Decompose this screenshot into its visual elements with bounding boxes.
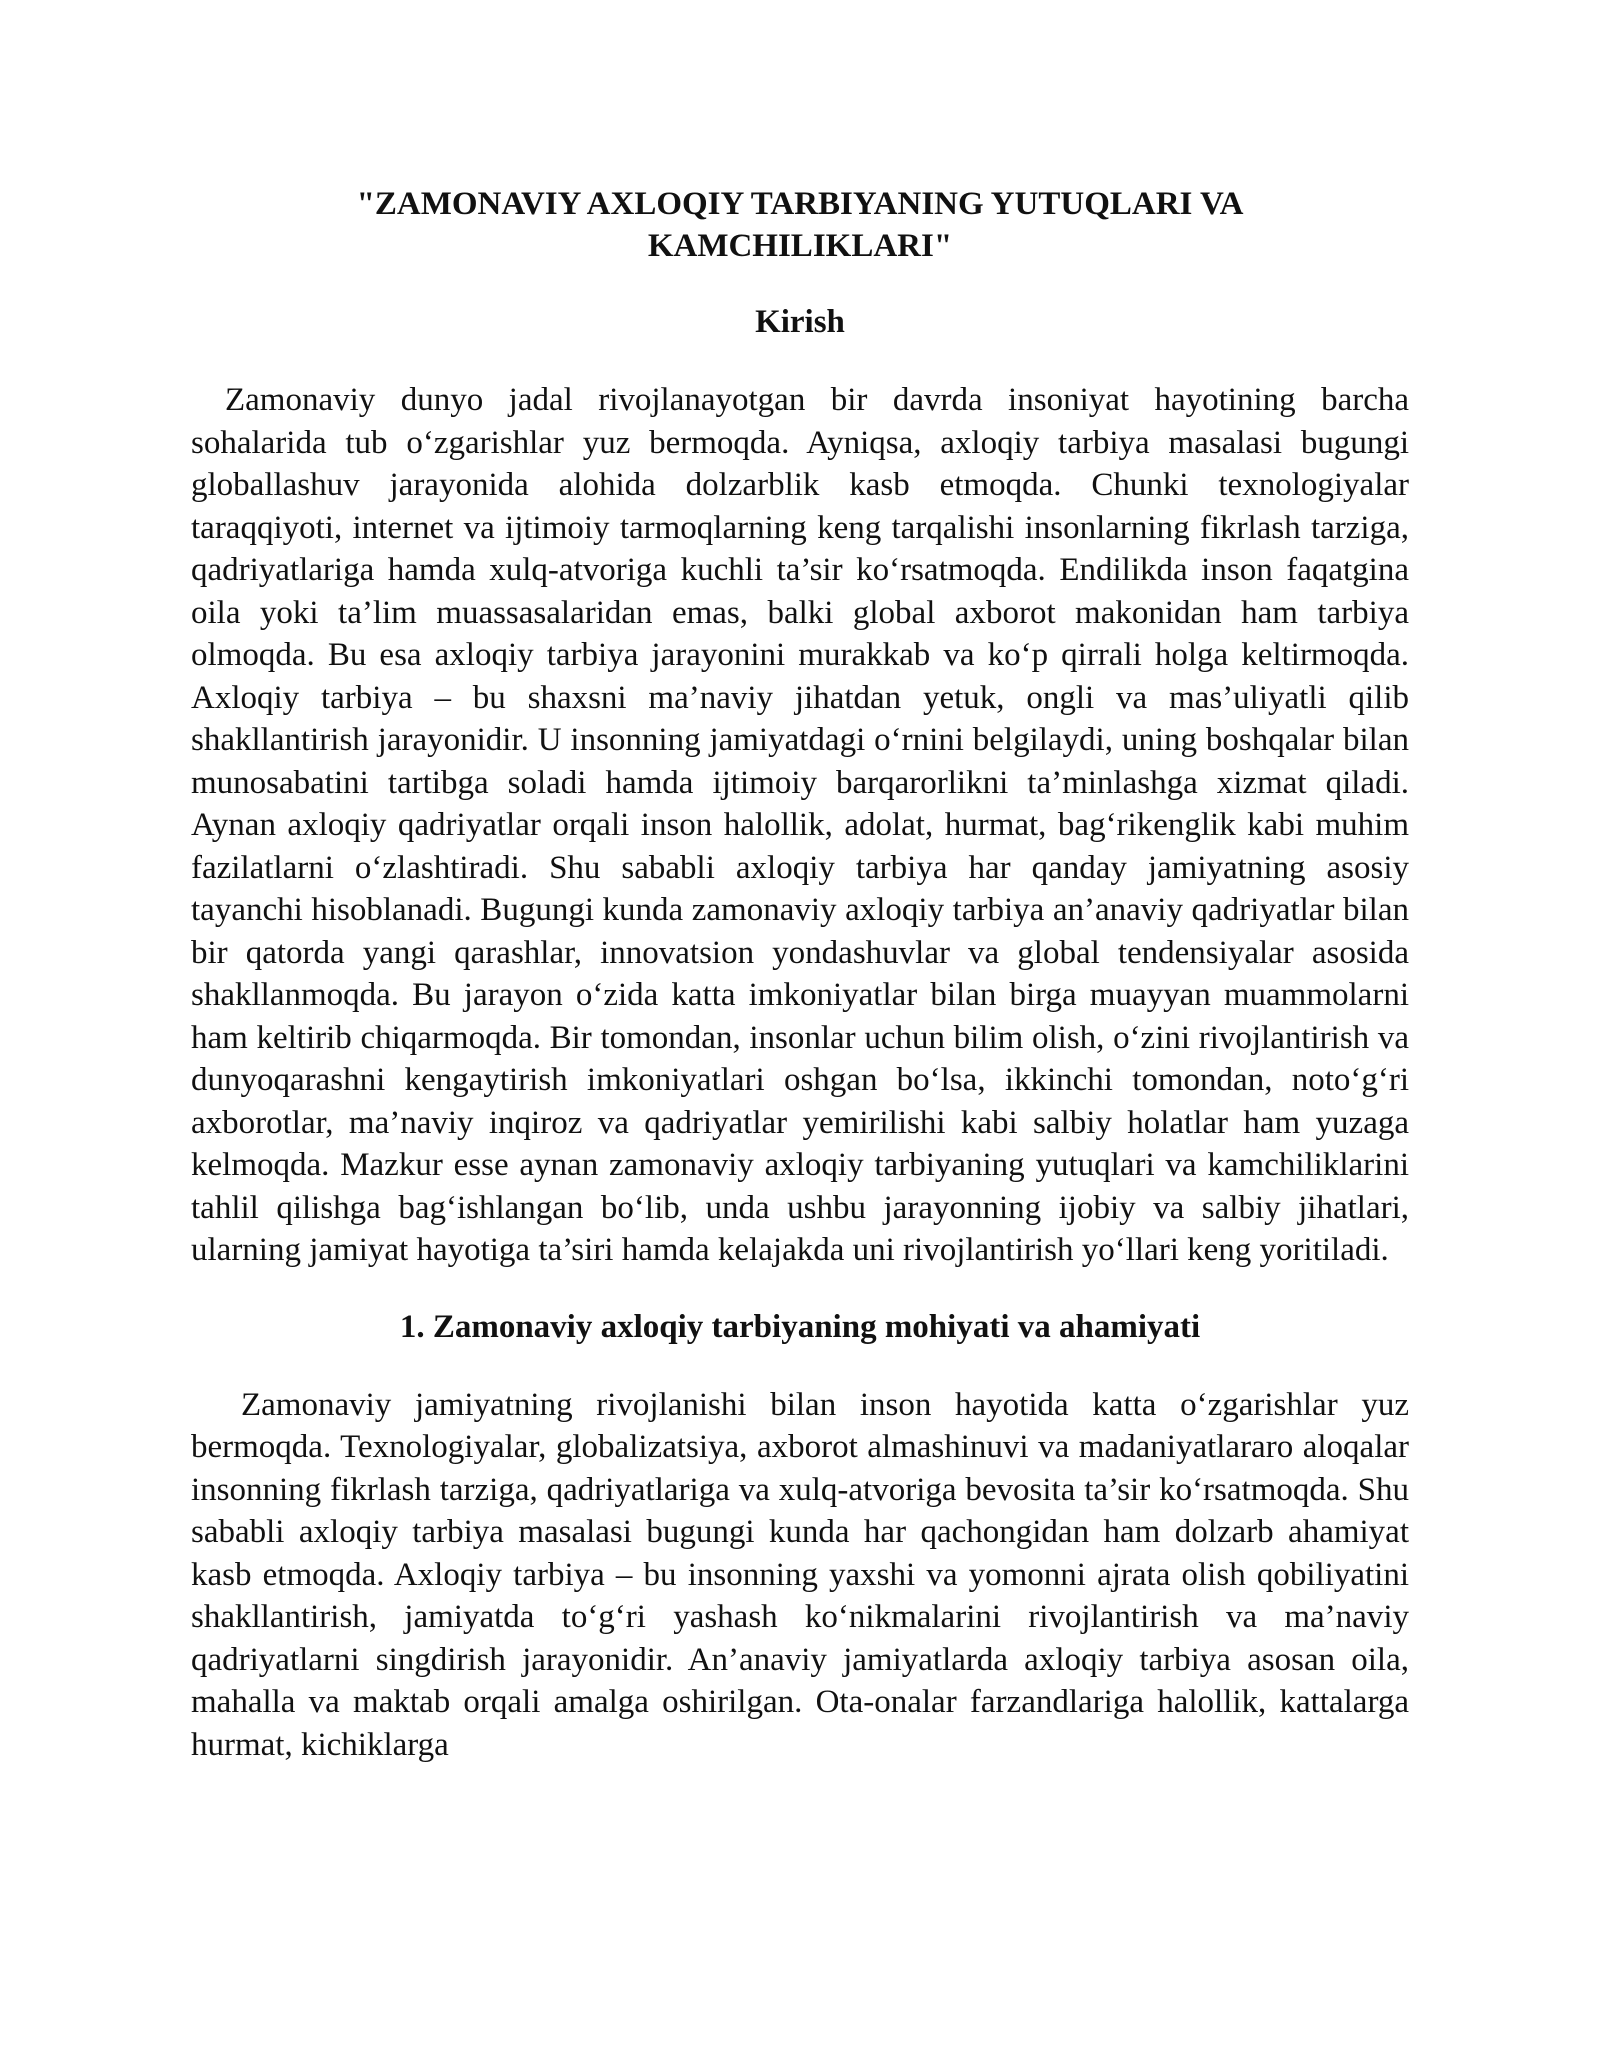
section-1-paragraph: Zamonaviy jamiyatning rivojlanishi bilan inson hayotida katta o‘zgarishlar yuz bermoqda. Texnologiyalar, globalizatsiya, axborot almashinuvi va madaniyatlararo aloqalar insonning fikrlash tarziga, qadriyatlariga va xulq-atvoriga bevosita ta’sir ko‘rsatmoqda. Shu sababli axloqiy tarbiya masalasi bugungi kunda har qachongidan ham dolzarb ahamiyat kasb etmoqda. Axloqiy tarbiya – bu insonning yaxshi va yomonni ajrata olish qobiliyatini shakllantirish, jamiyatda to‘g‘ri yashash ko‘nikmalarini rivojlantirish va ma’naviy qadriyatlarni singdirish jarayonidir. An’anaviy jamiyatlarda axloqiy tarbiya asosan oila, mahalla va maktab orqali amalga oshirilgan. Ota-onalar farzandlariga halollik, kattalarga hurmat, kichiklarga <box>191 1386 1409 1763</box>
document-page <box>191 183 1409 1766</box>
document-title: "ZAMONAVIY AXLOQIY TARBIYANING YUTUQLARI VA KAMCHILIKLARI" <box>356 186 1244 264</box>
intro-paragraph: Zamonaviy dunyo jadal rivojlanayotgan bir davrda insoniyat hayotining barcha sohalarida tub o‘zgarishlar yuz bermoqda. Ayniqsa, axloqiy tarbiya masalasi bugungi globallashuv jarayonida alohida dolzarblik kasb etmoqda. Chunki texnologiyalar taraqqiyoti, internet va ijtimoiy tarmoqlarning keng tarqalishi insonlarning fikrlash tarziga, qadriyatlariga hamda xulq-atvoriga kuchli ta’sir ko‘rsatmoqda. Endilikda inson faqatgina oila yoki ta’lim muassasalaridan emas, balki global axborot makonidan ham tarbiya olmoqda. Bu esa axloqiy tarbiya jarayonini murakkab va ko‘p qirrali holga keltirmoqda. Axloqiy tarbiya – bu shaxsni ma’naviy jihatdan yetuk, ongli va mas’uliyatli qilib shakllantirish jarayonidir. U insonning jamiyatdagi o‘rnini belgilaydi, uning boshqalar bilan munosabatini tartibga soladi hamda ijtimoiy barqarorlikni ta’minlashga xizmat qiladi. Aynan axloqiy qadriyatlar orqali inson halollik, adolat, hurmat, bag‘rikenglik kabi muhim fazilatlarni o‘zlashtiradi. Shu sababli axloqiy tarbiya har qanday jamiyatning asosiy tayanchi hisoblanadi. Bugungi kunda zamonaviy axloqiy tarbiya an’anaviy qadriyatlar bilan bir qatorda yangi qarashlar, innovatsion yondashuvlar va global tendensiyalar asosida shakllanmoqda. Bu jarayon o‘zida katta imkoniyatlar bilan birga muayyan muammolarni ham keltirib chiqarmoqda. Bir tomondan, insonlar uchun bilim olish, o‘zini rivojlantirish va dunyoqarashni kengaytirish imkoniyatlari oshgan bo‘lsa, ikkinchi tomondan, noto‘g‘ri axborotlar, ma’naviy inqiroz va qadriyatlar yemirilishi kabi salbiy holatlar ham yuzaga kelmoqda. Mazkur esse aynan zamonaviy axloqiy tarbiyaning yutuqlari va kamchiliklarini tahlil qilishga bag‘ishlangan bo‘lib, unda ushbu jarayonning ijobiy va salbiy jihatlari, ularning jamiyat hayotiga ta’siri hamda kelajakda uni rivojlantirish yo‘llari keng yoritiladi. <box>191 382 1409 1268</box>
section-1-heading: 1. Zamonaviy axloqiy tarbiyaning mohiyati va ahamiyati <box>399 1308 1201 1345</box>
intro-heading: Kirish <box>755 304 845 340</box>
